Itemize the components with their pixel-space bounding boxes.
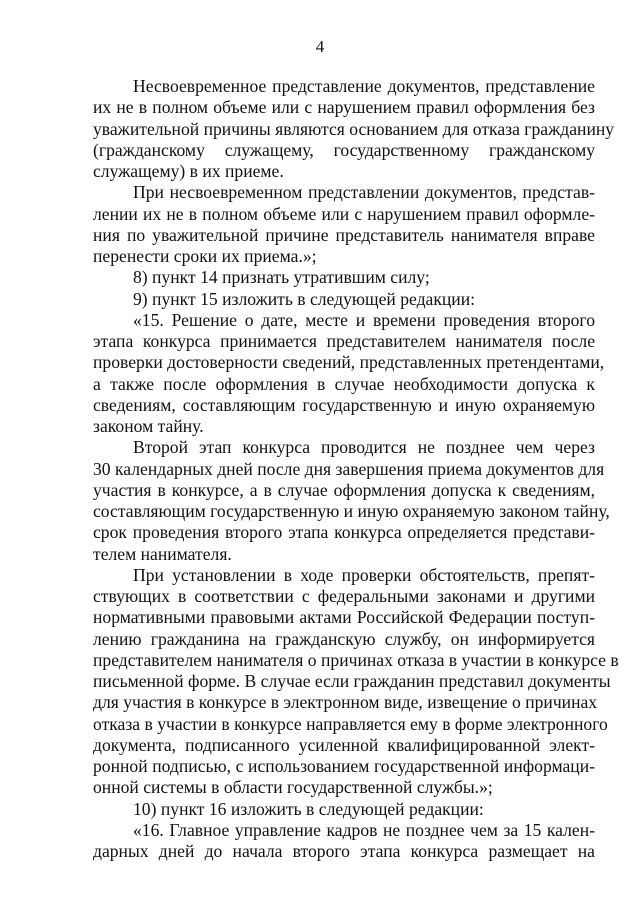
page-number: 4 [315, 37, 325, 56]
paragraph-line: представителем нанимателя о причинах отказа в участии в конкурсе в [93, 649, 619, 670]
paragraph [93, 289, 595, 310]
paragraph-line: законом тайну. [93, 416, 204, 436]
paragraph [93, 564, 619, 799]
paragraph-line: документа, подписанного усиленной квалифицированной элект- [93, 734, 595, 755]
paragraph-line: ния по уважительной причине представитель нанимателя вправе [93, 224, 595, 245]
paragraph-line: 30 календарных дней после дня завершения приема документов для [93, 458, 605, 479]
paragraph-line: составляющим государственную и иную охраняемую законом тайну, [93, 501, 610, 521]
paragraph-line: лению гражданина на гражданскую службу, он информируется [93, 628, 595, 649]
paragraph [93, 799, 595, 820]
paragraph-line: уважительной причины являются основанием для отказа гражданину [93, 118, 615, 139]
paragraph-line: ронной подписью, с использованием государственной информаци- [93, 756, 595, 776]
paragraph-line: служащему) в их приеме. [93, 161, 284, 181]
paragraph-line: участия в конкурсе, а в случае оформления допуска к сведениям, [93, 479, 595, 500]
paragraph-line: этапа конкурса принимается представителем нанимателя после [93, 331, 595, 351]
paragraph-line: сведениям, составляющим государственную и иную охраняемую [93, 394, 595, 415]
paragraph-line: а также после оформления в случае необходимости допуска к [93, 373, 595, 394]
paragraph [93, 309, 605, 438]
paragraph-line: лении их не в полном объеме или с нарушением правил оформле- [93, 203, 595, 224]
paragraph [93, 182, 595, 267]
paragraph-line: срок проведения второго этапа конкурса определяется представи- [93, 522, 595, 543]
paragraph-line: их не в полном объеме или с нарушением правил оформления без [93, 97, 595, 118]
paragraph [93, 76, 615, 182]
paragraph-line: письменной форме. В случае если гражданин представил документы [93, 671, 611, 691]
paragraph-line: 10) пункт 16 изложить в следующей редакции: [133, 798, 484, 819]
paragraph-line: перенести сроки их приема.»; [93, 246, 317, 266]
paragraph-line: «15. Решение о дате, месте и времени проведения второго [133, 309, 595, 330]
paragraph-line: Несвоевременное представление документов, представление [133, 76, 595, 96]
paragraph-line: При несвоевременном представлении документов, представ- [133, 182, 595, 203]
paragraph [93, 820, 595, 863]
paragraph-line: для участия в конкурсе в электронном виде, извещение о причинах [93, 692, 598, 713]
document-body [93, 76, 619, 862]
paragraph-line: Второй этап конкурса проводится не позднее чем через [133, 437, 595, 458]
paragraph-line: проверки достоверности сведений, представленных претендентами, [93, 352, 605, 373]
paragraph-line: онной системы в области государственной службы.»; [93, 777, 493, 798]
paragraph-line: «16. Главное управление кадров не позднее чем за 15 кален- [133, 819, 595, 840]
paragraph-line: 8) пункт 14 признать утратившим силу; [133, 267, 430, 288]
paragraph [93, 437, 610, 565]
paragraph-line: (гражданскому служащему, государственному гражданскому [93, 139, 595, 160]
paragraph [93, 267, 595, 288]
paragraph-line: дарных дней до начала второго этапа конкурса размещает на [93, 841, 595, 861]
paragraph-line: 9) пункт 15 изложить в следующей редакции: [133, 288, 476, 309]
paragraph-line: При установлении в ходе проверки обстоятельств, препят- [133, 564, 595, 585]
paragraph-line: отказа в участии в конкурсе направляется ему в форме электронного [93, 713, 608, 734]
paragraph-line: нормативными правовыми актами Российской Федерации поступ- [93, 607, 595, 628]
paragraph-line: ствующих в соответствии с федеральными законами и другими [93, 586, 595, 606]
paragraph-line: телем нанимателя. [93, 543, 232, 564]
